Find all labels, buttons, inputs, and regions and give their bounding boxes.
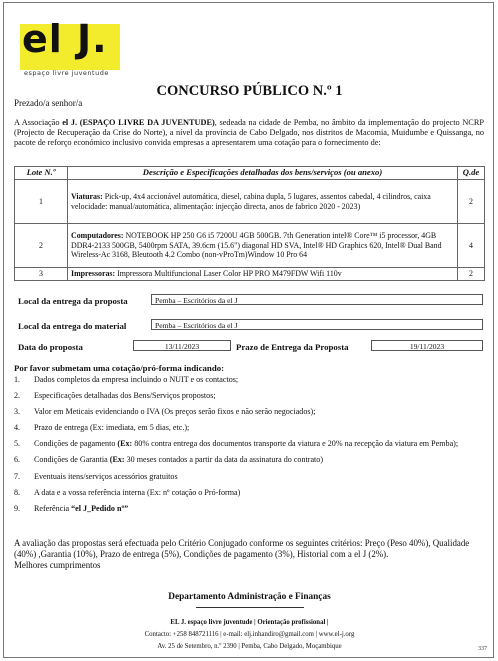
- logo-text: el J.: [22, 17, 108, 61]
- item-text: Condições de pagamento: [34, 439, 118, 449]
- item-bold: “el J_Pedido nº”: [71, 503, 129, 513]
- items-table: [14, 166, 485, 281]
- item-text: Valor em Meticais evidenciando o IVA (Os preços serão fixos e não serão negociados);: [34, 407, 316, 417]
- item-text: Prazo de entrega (Ex: imediata, em 5 dias, etc.);: [34, 423, 190, 433]
- item-text: A data e a vossa referência interna (Ex: nº cotação o Pró-forma): [34, 487, 241, 497]
- item-text: Dados completos da empresa incluindo o NUIT e os contactos;: [34, 375, 239, 384]
- department-signature: Departamento Administração e Finanças: [168, 592, 331, 602]
- row-lote: 2: [15, 224, 68, 268]
- table-row: [15, 180, 485, 224]
- item-number: 3.: [14, 407, 21, 417]
- list-item: [14, 504, 484, 514]
- item-text: Referência: [34, 503, 72, 513]
- closing-text: Melhores cumprimentos: [14, 560, 101, 571]
- evaluation-text: A avaliação das propostas será efectuada pelo Critério Conjugado conforme os seguintes critérios: Preço (Peso 40%), Qualidade (40%) ,Garantia (10%), Prazo de entrega (5%), Condições de pagamento (3%), Historial com a el J (2%).: [14, 538, 470, 560]
- list-item: [14, 375, 484, 385]
- row-quantity: 2: [458, 268, 485, 281]
- data-proposta-field[interactable]: 13/11/2023: [133, 340, 231, 351]
- logo-subtitle: espaço livre juventude: [24, 69, 109, 77]
- item-text: 30 meses contados a partir da data da assinatura do contrato): [124, 455, 324, 465]
- header-quantity: Q.de: [458, 167, 485, 180]
- row-specs: Impressora Multifuncional Laser Color HP PRO M479FDW Wifi 110v: [115, 269, 342, 278]
- item-number: 2.: [14, 391, 21, 401]
- page-title: CONCURSO PÚBLICO N.º 1: [156, 83, 343, 99]
- intro-part2: , sedeada na cidade de Pemba, no âmbito da implementação do projecto NCRP (Projecto de Recuperação da Crise do Norte), a nível da província de Cabo Delgado, nos distritos de Macomia, Muidumbe e Quissanga, no pacote de reforço económico inclusivo convida empresas a apresentarem uma cotação para o fornecimento de:: [14, 118, 484, 148]
- row-description: [68, 268, 458, 281]
- row-quantity: 4: [458, 224, 485, 268]
- footer-line-1: EL J. espaço livre juventude | Orientação profissional |: [170, 619, 329, 626]
- document-page: [3, 2, 494, 658]
- item-number: 8.: [14, 487, 21, 497]
- list-item: [14, 488, 484, 498]
- item-text: Condições de Garantia: [34, 455, 110, 465]
- item-bold: (Ex:: [109, 455, 125, 465]
- table-row: [15, 268, 485, 281]
- list-item: [14, 423, 484, 433]
- header-description: Descrição e Especificações detalhadas dos bens/serviços (ou anexo): [68, 167, 458, 180]
- row-category: Viaturas:: [71, 191, 103, 201]
- item-number: 1.: [14, 375, 21, 384]
- row-lote: 3: [15, 268, 68, 281]
- greeting: Prezado/a senhor/a: [14, 98, 83, 108]
- header-lote: Lote N.º: [15, 167, 68, 180]
- item-text: Eventuais itens/serviços acessórios gratuitos: [34, 471, 178, 481]
- footer-line-2: Contacto: +258 848721116 | e-mail: elj.inhandiro@gmail.com | www.el-j.org: [144, 631, 355, 638]
- list-item: [14, 407, 484, 417]
- intro-part1: A Associação: [14, 118, 63, 127]
- local-material-label: Local da entrega do material: [18, 321, 127, 331]
- prazo-entrega-field[interactable]: 19/11/2023: [371, 340, 483, 351]
- row-category: Computadores:: [71, 231, 124, 241]
- item-text: Especificações detalhadas dos Bens/Serviços propostos;: [34, 391, 216, 401]
- prazo-entrega-label: Prazo de Entrega da Proposta: [236, 342, 349, 352]
- table-header-row: [15, 167, 485, 180]
- list-item: [14, 391, 484, 401]
- list-item: [14, 472, 484, 482]
- item-number: 9.: [14, 503, 21, 513]
- row-description: [68, 224, 458, 268]
- footer-line-3: Av. 25 de Setembro, n.º 2390 | Pemba, Cabo Delgado, Moçambique: [157, 643, 342, 650]
- table-row: [15, 224, 485, 268]
- row-specs: Pick-up, 4x4 accionável automática, diesel, cabina dupla, 5 lugares, assentos cabedal, 4 cilindros, caixa velocidade: manual/automática, alimentação: injecção directa, anos de fabrico 2020 - 2023): [71, 191, 431, 211]
- row-description: [68, 180, 458, 224]
- row-category: Impressoras:: [71, 269, 116, 278]
- requirements-title: Por favor submetam uma cotação/pró-forma indicando:: [14, 363, 225, 373]
- local-proposta-field[interactable]: Pemba – Escritórios da el J: [151, 294, 483, 305]
- item-number: 4.: [14, 423, 21, 433]
- signature-line: [196, 607, 304, 608]
- item-number: 6.: [14, 455, 21, 465]
- item-number: 7.: [14, 471, 21, 481]
- row-lote: 1: [15, 180, 68, 224]
- item-bold: (Ex:: [117, 439, 133, 449]
- requirements-list: [14, 375, 484, 520]
- list-item: [14, 455, 484, 465]
- item-number: 5.: [14, 439, 21, 449]
- item-text: 80% contra entrega dos documentos transporte da viatura e 20% na recepção da viatura em Pemba);: [132, 439, 459, 449]
- data-proposta-label: Data do proposta: [18, 342, 83, 352]
- local-proposta-label: Local da entrega da proposta: [18, 296, 128, 306]
- page-number: 337: [478, 646, 487, 652]
- list-item: [14, 439, 484, 449]
- evaluation-paragraph: [14, 538, 489, 572]
- intro-paragraph: [14, 118, 484, 149]
- local-material-field[interactable]: Pemba – Escritórios da el J: [151, 319, 483, 330]
- intro-org-name: el J. (ESPAÇO LIVRE DA JUVENTUDE): [62, 118, 215, 127]
- row-quantity: 2: [458, 180, 485, 224]
- el-j-logo: [20, 17, 126, 79]
- row-specs: NOTEBOOK HP 250 G6 i5 7200U 4GB 500GB. 7th Generation intel® Core™ i5 processor, 4GB DDR4-2133 500GB, 5400rpm SATA, 39.6cm (15.6") diagonal HD SVA, Intel® HD Graphics 620, Intel® Dual Band Wireless-Ac 3168, Bleutooth 4.2 Combo (non-vProTm)Window 10 Pro 64: [71, 231, 442, 260]
